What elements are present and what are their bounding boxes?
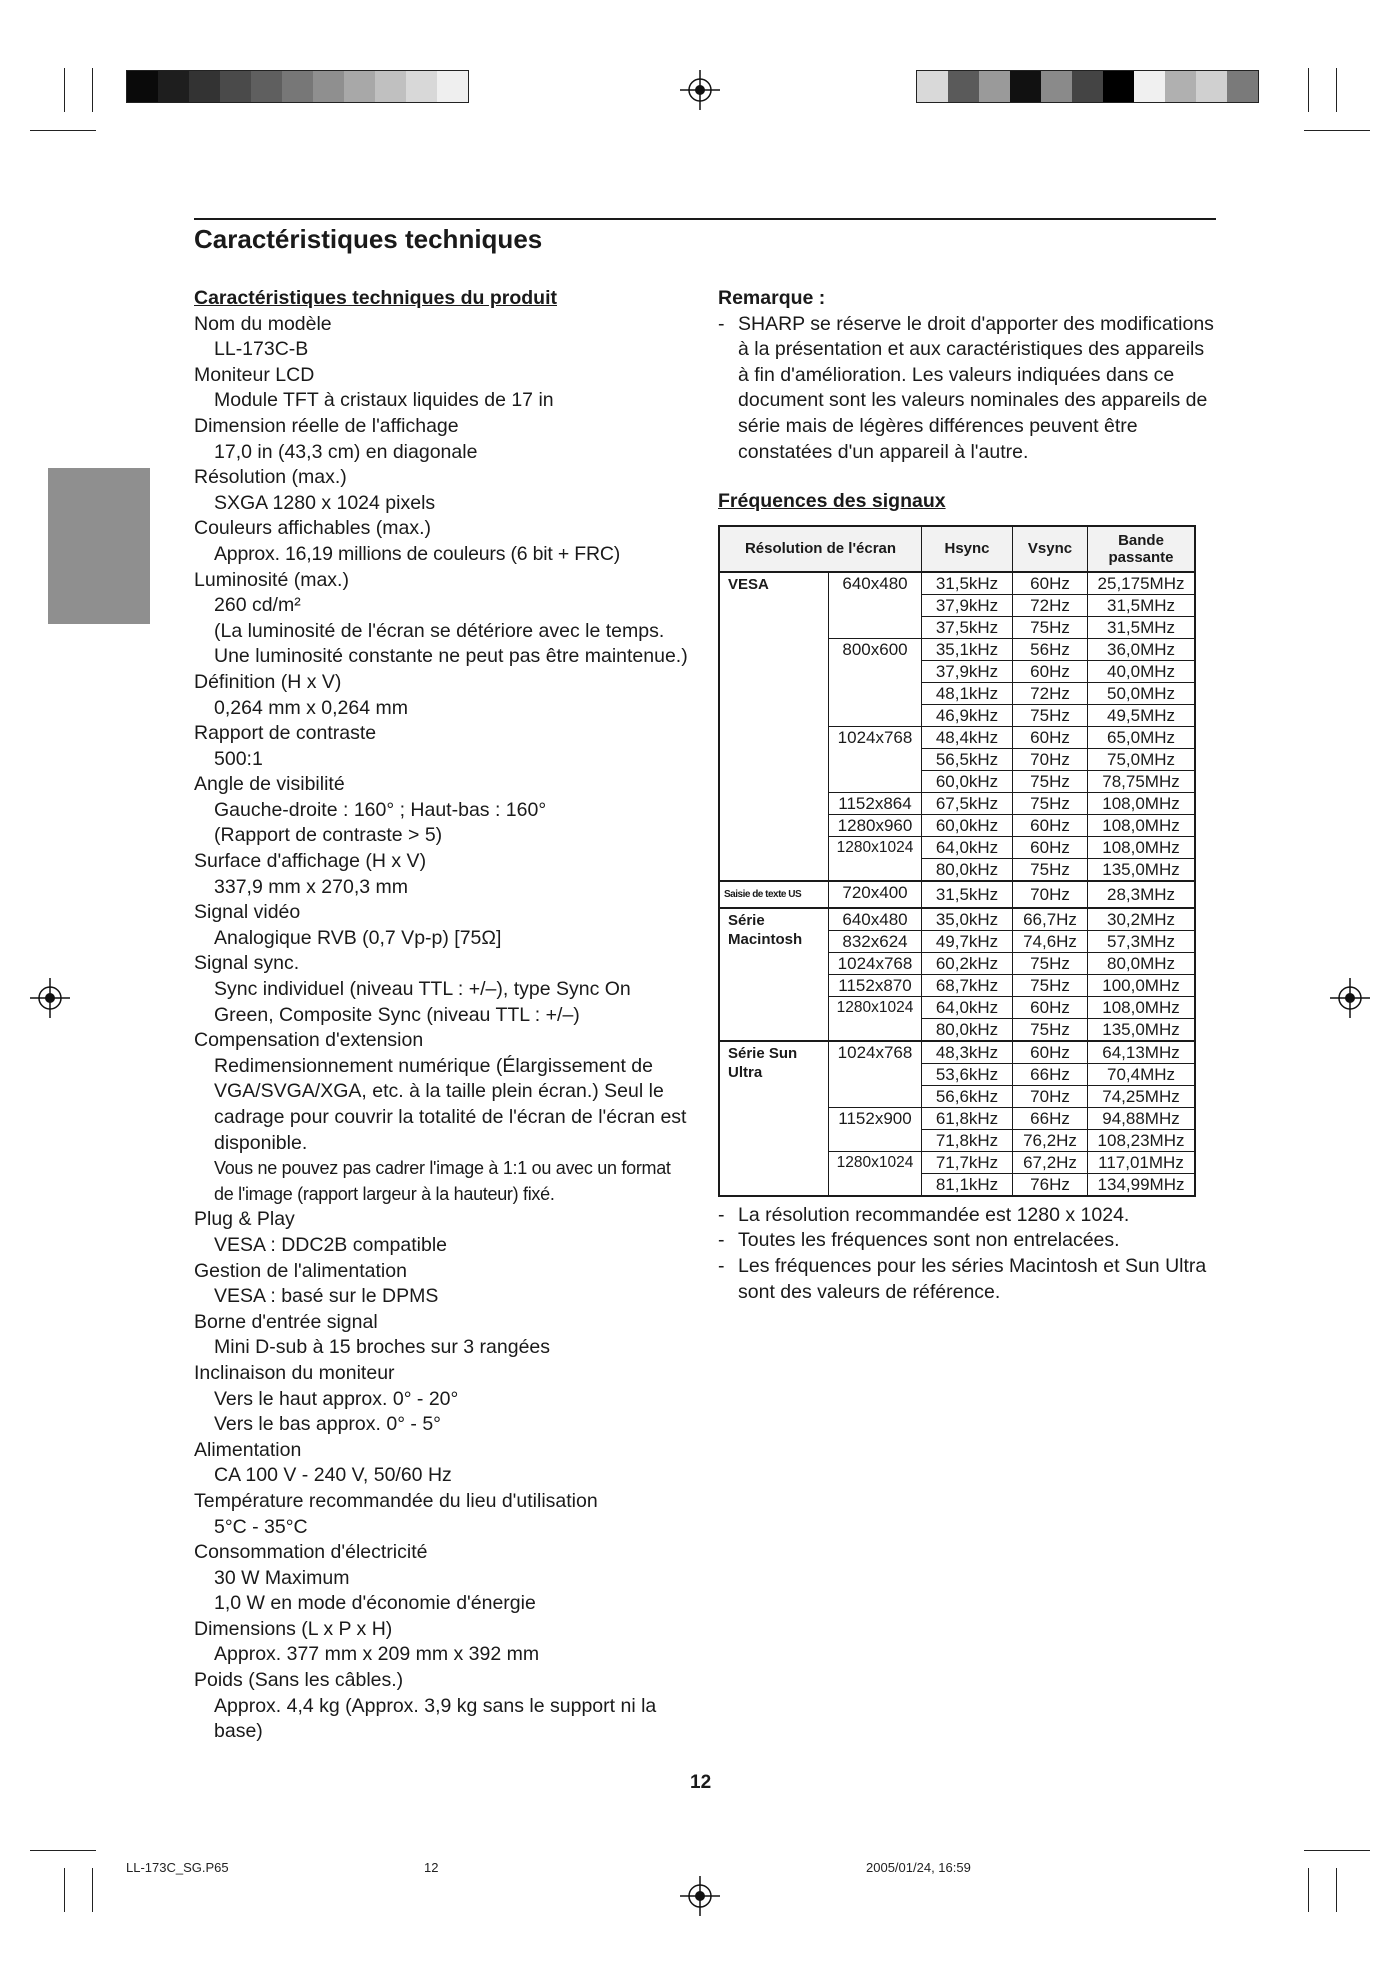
color-swatch [979, 71, 1010, 102]
spec-value: Approx. 4,4 kg (Approx. 3,9 kg sans le support ni la base) [214, 1694, 657, 1743]
hsync-cell: 67,5kHz [922, 792, 1013, 814]
hsync-cell: 68,7kHz [922, 974, 1013, 996]
hsync-cell: 64,0kHz [922, 836, 1013, 858]
bandwidth-cell: 108,0MHz [1088, 792, 1196, 814]
color-swatch [406, 71, 437, 102]
column-header-hsync: Hsync [922, 526, 1013, 572]
hsync-cell: 64,0kHz [922, 996, 1013, 1018]
vsync-cell: 75Hz [1013, 792, 1088, 814]
column-header-vsync: Vsync [1013, 526, 1088, 572]
vsync-cell: 56Hz [1013, 638, 1088, 660]
hsync-cell: 56,5kHz [922, 748, 1013, 770]
color-swatch [437, 71, 468, 102]
vsync-cell: 67,2Hz [1013, 1151, 1088, 1173]
vsync-cell: 60Hz [1013, 836, 1088, 858]
resolution-cell: 1152x900 [829, 1107, 922, 1151]
signal-group-label: VESA [719, 572, 829, 881]
hsync-cell: 31,5kHz [922, 881, 1013, 908]
spec-note: Vous ne pouvez pas cadrer l'image à 1:1 ou avec un format de l'image (rapport largeur à la hauteur) fixé. [214, 1158, 671, 1204]
resolution-cell: 1280x960 [829, 814, 922, 836]
registration-mark-icon [30, 978, 70, 1018]
signal-group-label: Série Macintosh [719, 908, 829, 1041]
vsync-cell: 75Hz [1013, 1018, 1088, 1041]
vsync-cell: 60Hz [1013, 814, 1088, 836]
hsync-cell: 60,0kHz [922, 770, 1013, 792]
vsync-cell: 66,7Hz [1013, 908, 1088, 931]
vsync-cell: 70Hz [1013, 748, 1088, 770]
resolution-cell: 1280x1024 [829, 836, 922, 881]
vsync-cell: 76Hz [1013, 1173, 1088, 1196]
spec-value: Vers le haut approx. 0° - 20° [214, 1387, 459, 1410]
resolution-cell: 640x480 [829, 908, 922, 931]
bandwidth-cell: 65,0MHz [1088, 726, 1196, 748]
hsync-cell: 81,1kHz [922, 1173, 1013, 1196]
spec-label: Gestion de l'alimentation [194, 1259, 407, 1282]
color-swatch [917, 71, 948, 102]
bandwidth-cell: 94,88MHz [1088, 1107, 1196, 1129]
calibration-strip-right [916, 70, 1259, 103]
resolution-cell: 1024x768 [829, 1041, 922, 1108]
spec-value: Mini D-sub à 15 broches sur 3 rangées [214, 1336, 551, 1359]
vsync-cell: 60Hz [1013, 996, 1088, 1018]
footer-page: 12 [424, 1860, 439, 1875]
bandwidth-cell: 74,25MHz [1088, 1085, 1196, 1107]
vsync-cell: 60Hz [1013, 1041, 1088, 1064]
spec-label: Borne d'entrée signal [194, 1310, 378, 1333]
color-swatch [282, 71, 313, 102]
spec-value: 337,9 mm x 270,3 mm [214, 875, 408, 898]
spec-label: Consommation d'électricité [194, 1541, 428, 1564]
color-swatch [344, 71, 375, 102]
vsync-cell: 70Hz [1013, 881, 1088, 908]
spec-label: Inclinaison du moniteur [194, 1361, 395, 1384]
spec-label: Résolution (max.) [194, 466, 347, 489]
resolution-cell: 640x480 [829, 572, 922, 639]
registration-mark-icon [680, 70, 720, 110]
bandwidth-cell: 135,0MHz [1088, 1018, 1196, 1041]
spec-label: Moniteur LCD [194, 363, 315, 386]
resolution-cell: 1024x768 [829, 952, 922, 974]
color-swatch [375, 71, 406, 102]
hsync-cell: 46,9kHz [922, 704, 1013, 726]
spec-label: Signal vidéo [194, 901, 301, 924]
vsync-cell: 72Hz [1013, 594, 1088, 616]
remark-heading: Remarque : [718, 287, 826, 309]
hsync-cell: 49,7kHz [922, 930, 1013, 952]
spec-label: Rapport de contraste [194, 722, 377, 745]
bandwidth-cell: 108,23MHz [1088, 1129, 1196, 1151]
spec-value: 260 cd/m² [214, 594, 301, 617]
hsync-cell: 35,0kHz [922, 908, 1013, 931]
bandwidth-cell: 117,01MHz [1088, 1151, 1196, 1173]
spec-value: Redimensionnement numérique (Élargissement de VGA/SVGA/XGA, etc. à la taille plein écran.) Seul le cadrage pour couvrir la totalité de l'écran de l'écran est disponible. [214, 1054, 687, 1154]
note-item: - Les fréquences pour les séries Macintosh et Sun Ultra sont des valeurs de référence. [718, 1254, 1218, 1305]
hsync-cell: 60,2kHz [922, 952, 1013, 974]
signal-group-label: Saisie de texte US [719, 881, 829, 908]
vsync-cell: 75Hz [1013, 770, 1088, 792]
bandwidth-cell: 134,99MHz [1088, 1173, 1196, 1196]
spec-label: Surface d'affichage (H x V) [194, 850, 427, 873]
color-swatch [127, 71, 158, 102]
bandwidth-cell: 57,3MHz [1088, 930, 1196, 952]
page-title: Caractéristiques techniques [194, 224, 543, 254]
color-swatch [1134, 71, 1165, 102]
spec-label: Poids (Sans les câbles.) [194, 1669, 404, 1692]
resolution-cell: 800x600 [829, 638, 922, 726]
hsync-cell: 53,6kHz [922, 1063, 1013, 1085]
spec-value: SXGA 1280 x 1024 pixels [214, 491, 436, 514]
hsync-cell: 71,8kHz [922, 1129, 1013, 1151]
spec-value: 0,264 mm x 0,264 mm [214, 696, 408, 719]
color-swatch [948, 71, 979, 102]
right-column [718, 286, 1218, 1305]
spec-value: 30 W Maximum [214, 1566, 350, 1589]
spec-label: Alimentation [194, 1438, 302, 1461]
bandwidth-cell: 108,0MHz [1088, 814, 1196, 836]
registration-mark-icon [1330, 978, 1370, 1018]
hsync-cell: 71,7kHz [922, 1151, 1013, 1173]
page-number: 12 [690, 1772, 712, 1793]
spec-value: Gauche-droite : 160° ; Haut-bas : 160° [214, 798, 547, 821]
bandwidth-cell: 50,0MHz [1088, 682, 1196, 704]
spec-value: 5°C - 35°C [214, 1515, 308, 1538]
resolution-cell: 1024x768 [829, 726, 922, 792]
vsync-cell: 60Hz [1013, 660, 1088, 682]
bandwidth-cell: 78,75MHz [1088, 770, 1196, 792]
spec-label: Luminosité (max.) [194, 568, 349, 591]
spec-value: LL-173C-B [214, 338, 309, 361]
color-swatch [1041, 71, 1072, 102]
bandwidth-cell: 31,5MHz [1088, 616, 1196, 638]
column-header-resolution: Résolution de l'écran [719, 526, 922, 572]
hsync-cell: 80,0kHz [922, 858, 1013, 881]
bandwidth-cell: 135,0MHz [1088, 858, 1196, 881]
color-swatch [1103, 71, 1134, 102]
resolution-cell: 720x400 [829, 881, 922, 908]
color-swatch [1227, 71, 1258, 102]
hsync-cell: 35,1kHz [922, 638, 1013, 660]
bandwidth-cell: 70,4MHz [1088, 1063, 1196, 1085]
footer-filename: LL-173C_SG.P65 [126, 1860, 229, 1875]
spec-note: Vers le bas approx. 0° - 5° [214, 1413, 441, 1436]
hsync-cell: 60,0kHz [922, 814, 1013, 836]
vsync-cell: 74,6Hz [1013, 930, 1088, 952]
table-row [719, 881, 1195, 908]
bandwidth-cell: 36,0MHz [1088, 638, 1196, 660]
bandwidth-cell: 30,2MHz [1088, 908, 1196, 931]
spec-note: (La luminosité de l'écran se détériore avec le temps. Une luminosité constante ne peut pas être maintenue.) [214, 619, 688, 668]
color-swatch [251, 71, 282, 102]
remark-text: - SHARP se réserve le droit d'apporter des modifications à la présentation et aux caractéristiques des appareils à fin d'amélioration. Les valeurs indiquées dans ce document sont les valeurs nominales des appareils de série mais de légères différences peuvent être constatées d'un appareil à l'autre. [718, 312, 1218, 466]
vsync-cell: 76,2Hz [1013, 1129, 1088, 1151]
spec-value: CA 100 V - 240 V, 50/60 Hz [214, 1464, 452, 1487]
hsync-cell: 37,5kHz [922, 616, 1013, 638]
color-swatch [1072, 71, 1103, 102]
color-swatch [1010, 71, 1041, 102]
bandwidth-cell: 100,0MHz [1088, 974, 1196, 996]
spec-value: Sync individuel (niveau TTL : +/–), type Sync On Green, Composite Sync (niveau TTL : +/–) [214, 978, 631, 1026]
hsync-cell: 80,0kHz [922, 1018, 1013, 1041]
vsync-cell: 60Hz [1013, 726, 1088, 748]
vsync-cell: 60Hz [1013, 572, 1088, 595]
spec-label: Définition (H x V) [194, 670, 342, 693]
vsync-cell: 75Hz [1013, 952, 1088, 974]
spec-label: Température recommandée du lieu d'utilisation [194, 1489, 598, 1512]
spec-label: Dimension réelle de l'affichage [194, 414, 459, 437]
spec-label: Plug & Play [194, 1208, 295, 1231]
color-swatch [1196, 71, 1227, 102]
bandwidth-cell: 80,0MHz [1088, 952, 1196, 974]
bandwidth-cell: 31,5MHz [1088, 594, 1196, 616]
bandwidth-cell: 108,0MHz [1088, 836, 1196, 858]
spec-value: 17,0 in (43,3 cm) en diagonale [214, 440, 478, 463]
hsync-cell: 48,1kHz [922, 682, 1013, 704]
spec-label: Signal sync. [194, 952, 300, 975]
bandwidth-cell: 49,5MHz [1088, 704, 1196, 726]
color-swatch [313, 71, 344, 102]
hsync-cell: 48,4kHz [922, 726, 1013, 748]
table-row [719, 908, 1195, 931]
frequencies-heading: Fréquences des signaux [718, 490, 946, 513]
hsync-cell: 37,9kHz [922, 660, 1013, 682]
title-rule [194, 218, 1216, 220]
vsync-cell: 66Hz [1013, 1063, 1088, 1085]
spec-value: VESA : DDC2B compatible [214, 1233, 448, 1256]
resolution-cell: 1280x1024 [829, 1151, 922, 1196]
bandwidth-cell: 75,0MHz [1088, 748, 1196, 770]
spec-label: Angle de visibilité [194, 773, 345, 796]
bandwidth-cell: 40,0MHz [1088, 660, 1196, 682]
color-swatch [158, 71, 189, 102]
spec-value: Approx. 16,19 millions de couleurs (6 bit + FRC) [214, 542, 621, 565]
resolution-cell: 1152x870 [829, 974, 922, 996]
spec-note: 1,0 W en mode d'économie d'énergie [214, 1592, 536, 1615]
bandwidth-cell: 25,175MHz [1088, 572, 1196, 595]
color-swatch [189, 71, 220, 102]
vsync-cell: 75Hz [1013, 858, 1088, 881]
hsync-cell: 48,3kHz [922, 1041, 1013, 1064]
spec-label: Couleurs affichables (max.) [194, 517, 431, 540]
signal-group-label: Série Sun Ultra [719, 1041, 829, 1196]
hsync-cell: 61,8kHz [922, 1107, 1013, 1129]
specs-heading: Caractéristiques techniques du produit [194, 287, 557, 309]
calibration-strip-left [126, 70, 469, 103]
vsync-cell: 70Hz [1013, 1085, 1088, 1107]
spec-value: VESA : basé sur le DPMS [214, 1285, 439, 1308]
note-item: - La résolution recommandée est 1280 x 1024. [718, 1203, 1218, 1229]
vsync-cell: 75Hz [1013, 974, 1088, 996]
spec-value: Module TFT à cristaux liquides de 17 in [214, 389, 554, 412]
spec-label: Dimensions (L x P x H) [194, 1617, 393, 1640]
signal-frequency-table [718, 525, 1196, 1197]
product-specs [194, 286, 694, 1745]
column-header-bandwidth: Bande passante [1088, 526, 1196, 572]
spec-label: Compensation d'extension [194, 1029, 424, 1052]
vsync-cell: 72Hz [1013, 682, 1088, 704]
bandwidth-cell: 108,0MHz [1088, 996, 1196, 1018]
spec-value: Analogique RVB (0,7 Vp-p) [75Ω] [214, 926, 502, 949]
spec-label: Nom du modèle [194, 312, 332, 335]
frequency-notes [718, 1203, 1218, 1305]
vsync-cell: 75Hz [1013, 616, 1088, 638]
resolution-cell: 832x624 [829, 930, 922, 952]
color-swatch [220, 71, 251, 102]
note-item: - Toutes les fréquences sont non entrelacées. [718, 1228, 1218, 1254]
spec-value: 500:1 [214, 747, 263, 770]
footer-timestamp: 2005/01/24, 16:59 [866, 1860, 971, 1875]
color-swatch [1165, 71, 1196, 102]
table-header-row [719, 526, 1195, 572]
registration-mark-icon [680, 1876, 720, 1916]
bandwidth-cell: 28,3MHz [1088, 881, 1196, 908]
vsync-cell: 75Hz [1013, 704, 1088, 726]
spec-note: (Rapport de contraste > 5) [214, 824, 443, 847]
resolution-cell: 1152x864 [829, 792, 922, 814]
hsync-cell: 37,9kHz [922, 594, 1013, 616]
bandwidth-cell: 64,13MHz [1088, 1041, 1196, 1064]
table-row [719, 572, 1195, 595]
vsync-cell: 66Hz [1013, 1107, 1088, 1129]
chapter-tab [48, 468, 150, 624]
hsync-cell: 31,5kHz [922, 572, 1013, 595]
resolution-cell: 1280x1024 [829, 996, 922, 1041]
hsync-cell: 56,6kHz [922, 1085, 1013, 1107]
table-row [719, 1041, 1195, 1064]
spec-value: Approx. 377 mm x 209 mm x 392 mm [214, 1643, 540, 1666]
